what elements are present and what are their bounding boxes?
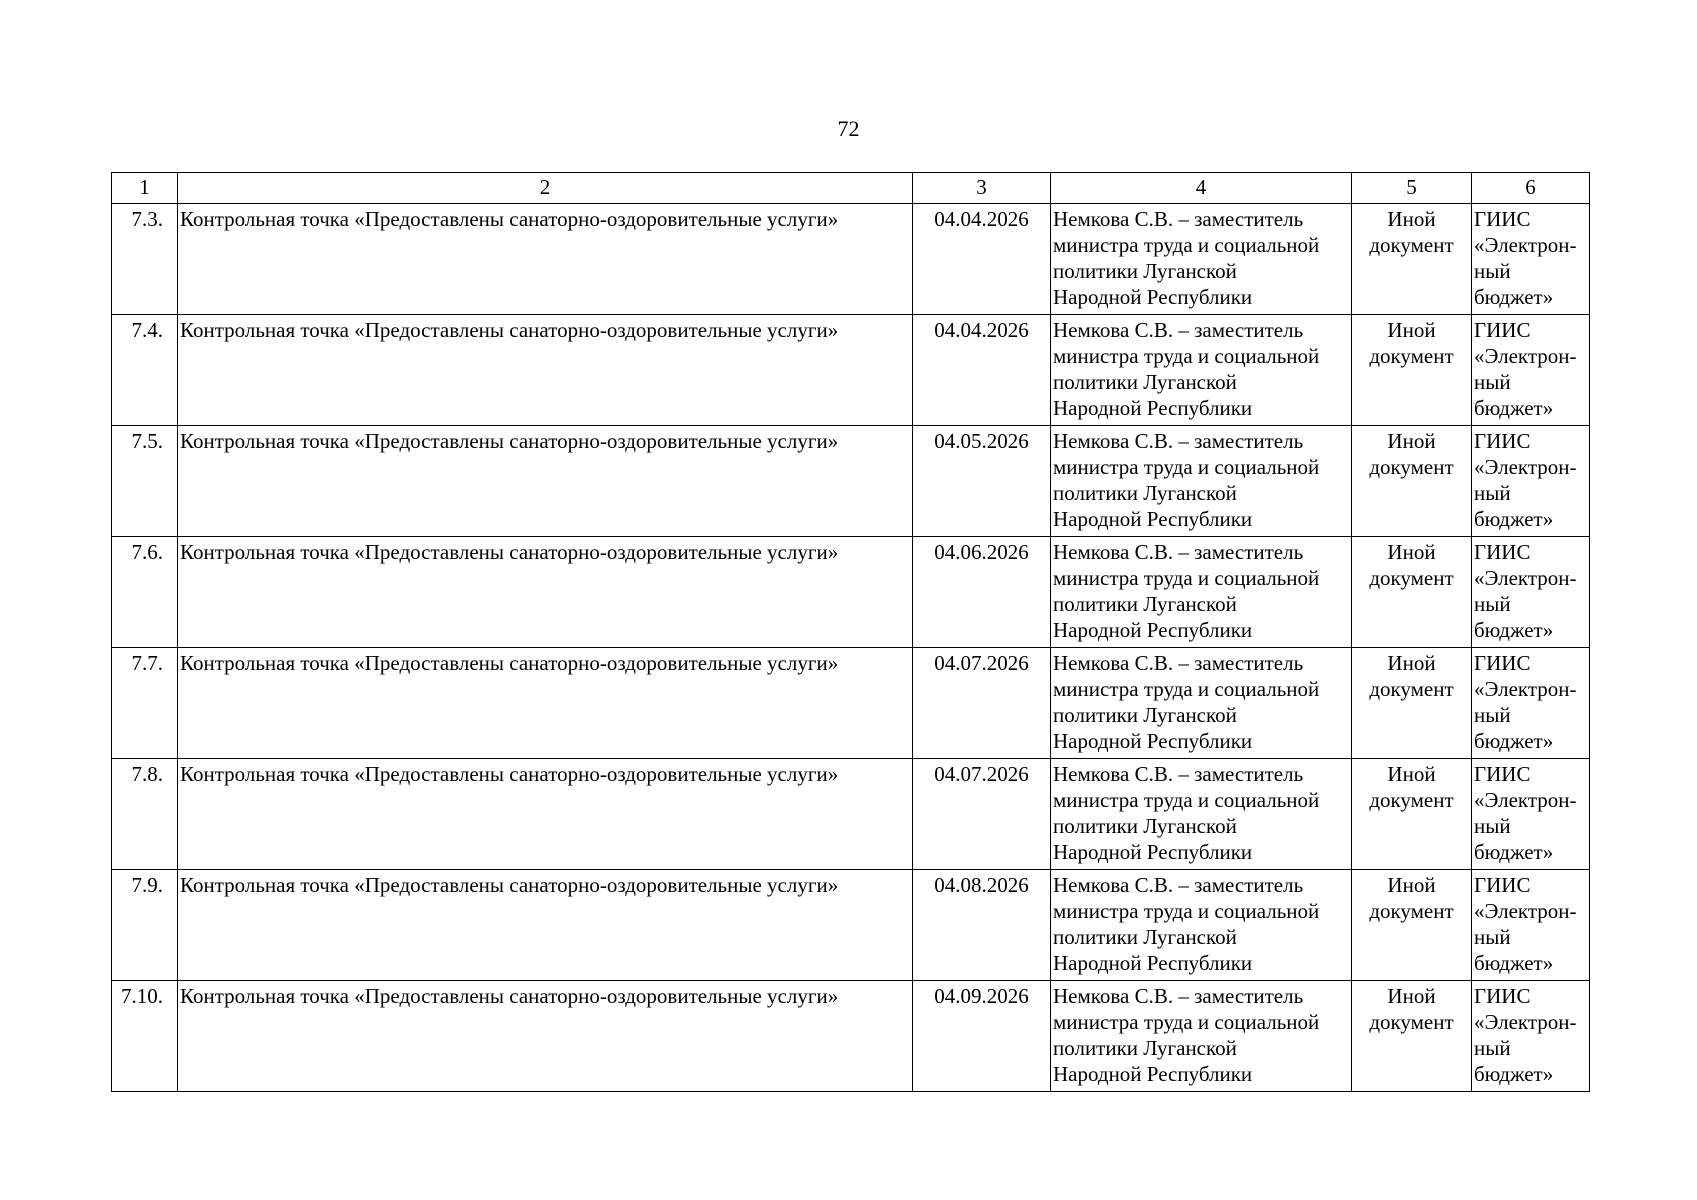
document-type-line: документ [1369,677,1454,701]
document-type-line: Иной [1387,429,1436,453]
document-type [1352,537,1472,648]
responsible-line: Народной Республики [1053,1062,1253,1086]
responsible-line: министра труда и социальной [1053,677,1320,701]
document-type-line: документ [1369,788,1454,812]
information-system-line: ГИИС [1474,318,1531,342]
document-type-line: Иной [1387,873,1436,897]
information-system-line: «Электрон- [1474,788,1577,812]
row-number: 7.8. [112,759,178,870]
responsible-line: министра труда и социальной [1053,566,1320,590]
document-type [1352,315,1472,426]
information-system-line: ГИИС [1474,429,1531,453]
information-system-line: «Электрон- [1474,233,1577,257]
information-system-line: «Электрон- [1474,344,1577,368]
responsible-line: министра труда и социальной [1053,233,1320,257]
information-system-line: бюджет» [1474,951,1554,975]
row-number: 7.4. [112,315,178,426]
responsible-line: Немкова С.В. – заместитель [1053,207,1304,231]
column-header-6: 6 [1472,173,1590,204]
control-point-name: Контрольная точка «Предоставлены санаторно-оздоровительные услуги» [178,426,913,537]
information-system-line: бюджет» [1474,1062,1554,1086]
responsible-person [1051,204,1352,315]
table-row [112,315,1590,426]
document-type-line: Иной [1387,651,1436,675]
information-system-line: ГИИС [1474,762,1531,786]
information-system-line: ный [1474,370,1511,394]
responsible-person [1051,426,1352,537]
information-system-line: «Электрон- [1474,677,1577,701]
responsible-person [1051,648,1352,759]
information-system [1472,759,1590,870]
responsible-line: Немкова С.В. – заместитель [1053,540,1304,564]
responsible-line: Немкова С.В. – заместитель [1053,429,1304,453]
responsible-line: Народной Республики [1053,951,1253,975]
control-point-name: Контрольная точка «Предоставлены санаторно-оздоровительные услуги» [178,537,913,648]
deadline-date: 04.05.2026 [913,426,1051,537]
information-system-line: ный [1474,592,1511,616]
responsible-line: Народной Республики [1053,618,1253,642]
information-system-line: ный [1474,814,1511,838]
column-header-5: 5 [1352,173,1472,204]
responsible-line: политики Луганской [1053,925,1237,949]
information-system [1472,981,1590,1092]
row-number: 7.5. [112,426,178,537]
information-system [1472,426,1590,537]
document-type [1352,204,1472,315]
responsible-line: Немкова С.В. – заместитель [1053,318,1304,342]
information-system-line: ГИИС [1474,984,1531,1008]
control-point-name: Контрольная точка «Предоставлены санаторно-оздоровительные услуги» [178,870,913,981]
information-system-line: ный [1474,481,1511,505]
document-type [1352,426,1472,537]
responsible-line: министра труда и социальной [1053,899,1320,923]
deadline-date: 04.04.2026 [913,204,1051,315]
document-type [1352,759,1472,870]
responsible-line: Немкова С.В. – заместитель [1053,984,1304,1008]
responsible-line: политики Луганской [1053,259,1237,283]
document-type-line: документ [1369,233,1454,257]
responsible-line: Народной Республики [1053,840,1253,864]
information-system-line: ГИИС [1474,651,1531,675]
deadline-date: 04.07.2026 [913,648,1051,759]
information-system-line: бюджет» [1474,285,1554,309]
column-header-4: 4 [1051,173,1352,204]
table-row [112,759,1590,870]
information-system [1472,648,1590,759]
information-system [1472,315,1590,426]
responsible-person [1051,759,1352,870]
information-system-line: ГИИС [1474,207,1531,231]
information-system-line: ный [1474,259,1511,283]
information-system-line: бюджет» [1474,396,1554,420]
document-type-line: Иной [1387,762,1436,786]
responsible-person [1051,870,1352,981]
information-system-line: ный [1474,925,1511,949]
responsible-person [1051,537,1352,648]
responsible-line: Народной Республики [1053,507,1253,531]
information-system-line: «Электрон- [1474,1010,1577,1034]
row-number: 7.7. [112,648,178,759]
document-type-line: Иной [1387,318,1436,342]
document-type [1352,648,1472,759]
page-number: 72 [837,116,860,141]
information-system-line: ГИИС [1474,540,1531,564]
document-type [1352,870,1472,981]
table-row [112,870,1590,981]
table-row [112,981,1590,1092]
document-type [1352,981,1472,1092]
responsible-line: Народной Республики [1053,729,1253,753]
responsible-line: Немкова С.В. – заместитель [1053,873,1304,897]
responsible-line: политики Луганской [1053,1036,1237,1060]
table-row [112,204,1590,315]
information-system-line: бюджет» [1474,507,1554,531]
responsible-person [1051,315,1352,426]
responsible-line: политики Луганской [1053,370,1237,394]
document-type-line: Иной [1387,984,1436,1008]
table-row [112,537,1590,648]
table-row [112,648,1590,759]
table-header [112,173,1590,204]
responsible-line: политики Луганской [1053,481,1237,505]
control-point-name: Контрольная точка «Предоставлены санаторно-оздоровительные услуги» [178,981,913,1092]
control-point-name: Контрольная точка «Предоставлены санаторно-оздоровительные услуги» [178,759,913,870]
document-type-line: документ [1369,566,1454,590]
information-system [1472,537,1590,648]
responsible-line: Народной Республики [1053,285,1253,309]
control-points-table [111,172,1590,1092]
column-header-2: 2 [178,173,913,204]
control-point-name: Контрольная точка «Предоставлены санаторно-оздоровительные услуги» [178,315,913,426]
row-number: 7.10. [112,981,178,1092]
responsible-line: министра труда и социальной [1053,455,1320,479]
information-system-line: «Электрон- [1474,899,1577,923]
control-point-name: Контрольная точка «Предоставлены санаторно-оздоровительные услуги» [178,648,913,759]
row-number: 7.3. [112,204,178,315]
responsible-line: министра труда и социальной [1053,788,1320,812]
information-system-line: «Электрон- [1474,566,1577,590]
deadline-date: 04.07.2026 [913,759,1051,870]
information-system-line: ный [1474,1036,1511,1060]
information-system-line: бюджет» [1474,729,1554,753]
information-system-line: ГИИС [1474,873,1531,897]
document-type-line: документ [1369,899,1454,923]
responsible-line: министра труда и социальной [1053,1010,1320,1034]
document-type-line: документ [1369,455,1454,479]
column-header-1: 1 [112,173,178,204]
document-type-line: Иной [1387,207,1436,231]
deadline-date: 04.09.2026 [913,981,1051,1092]
row-number: 7.6. [112,537,178,648]
document-type-line: документ [1369,1010,1454,1034]
header-row [112,173,1590,204]
information-system-line: бюджет» [1474,618,1554,642]
deadline-date: 04.04.2026 [913,315,1051,426]
deadline-date: 04.08.2026 [913,870,1051,981]
information-system [1472,870,1590,981]
responsible-line: политики Луганской [1053,703,1237,727]
deadline-date: 04.06.2026 [913,537,1051,648]
responsible-line: Немкова С.В. – заместитель [1053,651,1304,675]
information-system-line: «Электрон- [1474,455,1577,479]
responsible-line: Немкова С.В. – заместитель [1053,762,1304,786]
table-row [112,426,1590,537]
document-type-line: документ [1369,344,1454,368]
information-system-line: ный [1474,703,1511,727]
responsible-person [1051,981,1352,1092]
responsible-line: Народной Республики [1053,396,1253,420]
responsible-line: политики Луганской [1053,592,1237,616]
column-header-3: 3 [913,173,1051,204]
responsible-line: министра труда и социальной [1053,344,1320,368]
responsible-line: политики Луганской [1053,814,1237,838]
information-system-line: бюджет» [1474,840,1554,864]
table-body [112,204,1590,1092]
information-system [1472,204,1590,315]
row-number: 7.9. [112,870,178,981]
document-type-line: Иной [1387,540,1436,564]
control-point-name: Контрольная точка «Предоставлены санаторно-оздоровительные услуги» [178,204,913,315]
